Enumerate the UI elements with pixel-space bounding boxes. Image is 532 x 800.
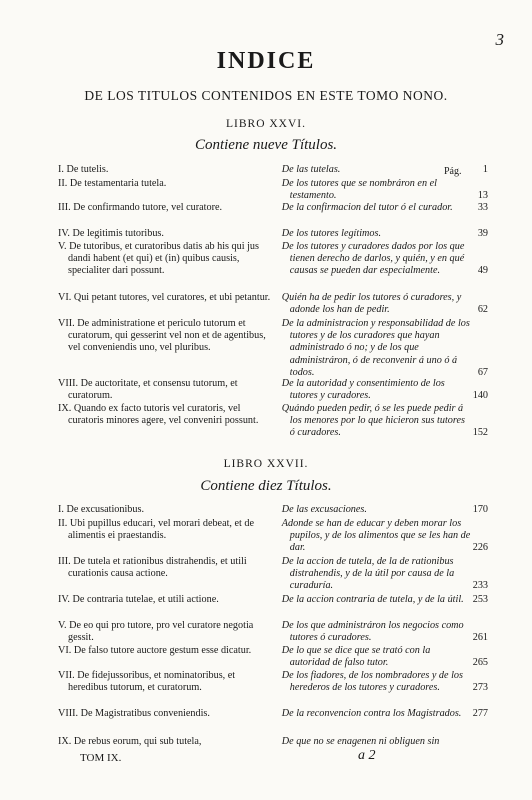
index-entry bbox=[58, 228, 488, 240]
latin-title: VII. De administratione et periculo tutorum et curatorum, qui gesserint vel non et de agentibus, vel conveniendis uno, vel pluribus. bbox=[58, 318, 266, 354]
book-subheading: Contiene diez Títulos. bbox=[200, 478, 332, 494]
index-entry bbox=[58, 178, 488, 202]
spanish-title: De la administracion y responsabilidad de los tutores y de los curadores que hayan administrado ó no; y de los que administráron, ó de reconvenir á uno ó á todos. bbox=[281, 318, 470, 378]
latin-title: II. Ubi pupillus educari, vel morari debeat, et de alimentis ei praestandis. bbox=[58, 518, 255, 542]
page-number: 62 bbox=[477, 304, 488, 316]
index-entry bbox=[58, 594, 488, 606]
index-entry bbox=[58, 620, 488, 644]
page-column-label: Pág. bbox=[444, 166, 462, 177]
latin-title: VII. De fidejussoribus, et nominatoribus, et heredibus tutorum, et curatorum. bbox=[58, 670, 236, 694]
page-number: 1 bbox=[482, 164, 488, 175]
spanish-title: De la accion de tutela, de la de rationibus distrahendis, y de la útil por causa de la curaduría. bbox=[281, 556, 455, 592]
spanish-title: De los que administráron los negocios como tutores ó curadores. bbox=[281, 620, 464, 644]
spanish-title: De las excusaciones. bbox=[281, 504, 367, 515]
page-number: 39 bbox=[477, 228, 488, 239]
spanish-title: De los fiadores, de los nombradores y de los herederos de los tutores y curadores. bbox=[281, 670, 463, 694]
spanish-title: De la confirmacion del tutor ó el curador. bbox=[281, 202, 453, 213]
page-number: 33 bbox=[477, 202, 488, 213]
page-title: INDICE bbox=[216, 48, 316, 74]
page-number: 152 bbox=[472, 427, 488, 439]
page-number: 233 bbox=[472, 580, 488, 592]
latin-title: IV. De legitimis tutoribus. bbox=[58, 228, 164, 239]
index-entry bbox=[58, 403, 488, 440]
latin-title: IX. De rebus eorum, qui sub tutela, bbox=[58, 736, 202, 747]
latin-title: VI. Qui petant tutores, vel curatores, et ubi petantur. bbox=[58, 292, 271, 303]
page-number: 67 bbox=[477, 366, 488, 378]
page-number: 13 bbox=[477, 190, 488, 202]
page-number: 261 bbox=[472, 632, 488, 644]
index-entry bbox=[58, 518, 488, 555]
page-number: 226 bbox=[472, 542, 488, 554]
page-number: 265 bbox=[472, 657, 488, 669]
latin-title: IV. De contraria tutelae, et utili actione. bbox=[58, 594, 219, 605]
index-entry bbox=[58, 504, 488, 516]
spanish-title: De la autoridad y consentimiento de los tutores y curadores. bbox=[281, 378, 445, 402]
signature-mark: a 2 bbox=[358, 748, 376, 763]
spanish-title: De la reconvencion contra los Magistrados. bbox=[281, 708, 462, 719]
spanish-title: De las tutelas. bbox=[281, 164, 341, 175]
page-subtitle: DE LOS TITULOS CONTENIDOS EN ESTE TOMO NONO. bbox=[84, 88, 448, 103]
book-subheading: Contiene nueve Títulos. bbox=[194, 137, 338, 153]
index-entry bbox=[58, 556, 488, 593]
spanish-title: Quándo pueden pedir, ó se les puede pedir á los menores por lo que hicieron sus tutores ó curadores. bbox=[281, 403, 465, 439]
spanish-title: De que no se enagenen ni obliguen sin bbox=[281, 736, 440, 747]
page-number: 273 bbox=[472, 682, 488, 694]
latin-title: III. De tutela et rationibus distrahendis, et utili curationis causa actione. bbox=[58, 556, 247, 580]
page-number: 49 bbox=[477, 265, 488, 277]
book-heading: LIBRO XXVII. bbox=[223, 458, 309, 470]
page-mark: 3 bbox=[495, 30, 504, 49]
latin-title: II. De testamentaria tutela. bbox=[58, 178, 167, 189]
book-heading: LIBRO XXVI. bbox=[226, 118, 306, 130]
latin-title: IX. Quando ex facto tutoris vel curatoris, vel curatoris minores agere, vel conveniri possunt. bbox=[58, 403, 259, 427]
index-entry bbox=[58, 292, 488, 316]
page-number: 140 bbox=[472, 390, 488, 402]
index-entry bbox=[58, 670, 488, 694]
page-number: 277 bbox=[472, 708, 488, 719]
latin-title: I. De tutelis. bbox=[58, 164, 109, 175]
latin-title: III. De confirmando tutore, vel curatore. bbox=[58, 202, 223, 213]
index-entry bbox=[58, 708, 488, 720]
index-entry bbox=[58, 736, 488, 748]
latin-title: V. De tutoribus, et curatoribus datis ab his qui jus dandi habent (et qui) et (in) quibus causis, specialiter dari possunt. bbox=[58, 241, 259, 277]
spanish-title: De lo que se dice que se trató con la autoridad de falso tutor. bbox=[281, 645, 431, 669]
latin-title: VI. De falso tutore auctore gestum esse dicatur. bbox=[58, 645, 252, 656]
index-entry bbox=[58, 202, 488, 214]
latin-title: V. De eo qui pro tutore, pro vel curatore negotia gessit. bbox=[58, 620, 254, 644]
latin-title: VIII. De Magistratibus conveniendis. bbox=[58, 708, 210, 719]
latin-title: I. De excusationibus. bbox=[58, 504, 145, 515]
spanish-title: Adonde se han de educar y deben morar los pupilos, y de los alimentos que se les han de dar. bbox=[281, 518, 471, 554]
latin-title: VIII. De auctoritate, et consensu tutorum, et curatorum. bbox=[58, 378, 238, 402]
page-number: 253 bbox=[472, 594, 488, 605]
spanish-title: Quién ha de pedir los tutores ó curadores, y adonde los han de pedir. bbox=[281, 292, 462, 316]
volume-footer: TOM IX. bbox=[80, 752, 122, 764]
spanish-title: De los tutores y curadores dados por los que tienen derecho de darlos, y quién, y en qué causas se pueden dar especialmente. bbox=[281, 241, 465, 277]
index-entry bbox=[58, 645, 488, 669]
spanish-title: De la accion contraria de tutela, y de la útil. bbox=[281, 594, 464, 605]
page-number: 170 bbox=[472, 504, 488, 515]
spanish-title: De los tutores legítimos. bbox=[281, 228, 382, 239]
index-entry bbox=[58, 164, 488, 176]
spanish-title: De los tutores que se nombráron en el testamento. bbox=[281, 178, 437, 202]
index-entry bbox=[58, 318, 488, 379]
index-entry bbox=[58, 241, 488, 278]
index-entry bbox=[58, 378, 488, 402]
